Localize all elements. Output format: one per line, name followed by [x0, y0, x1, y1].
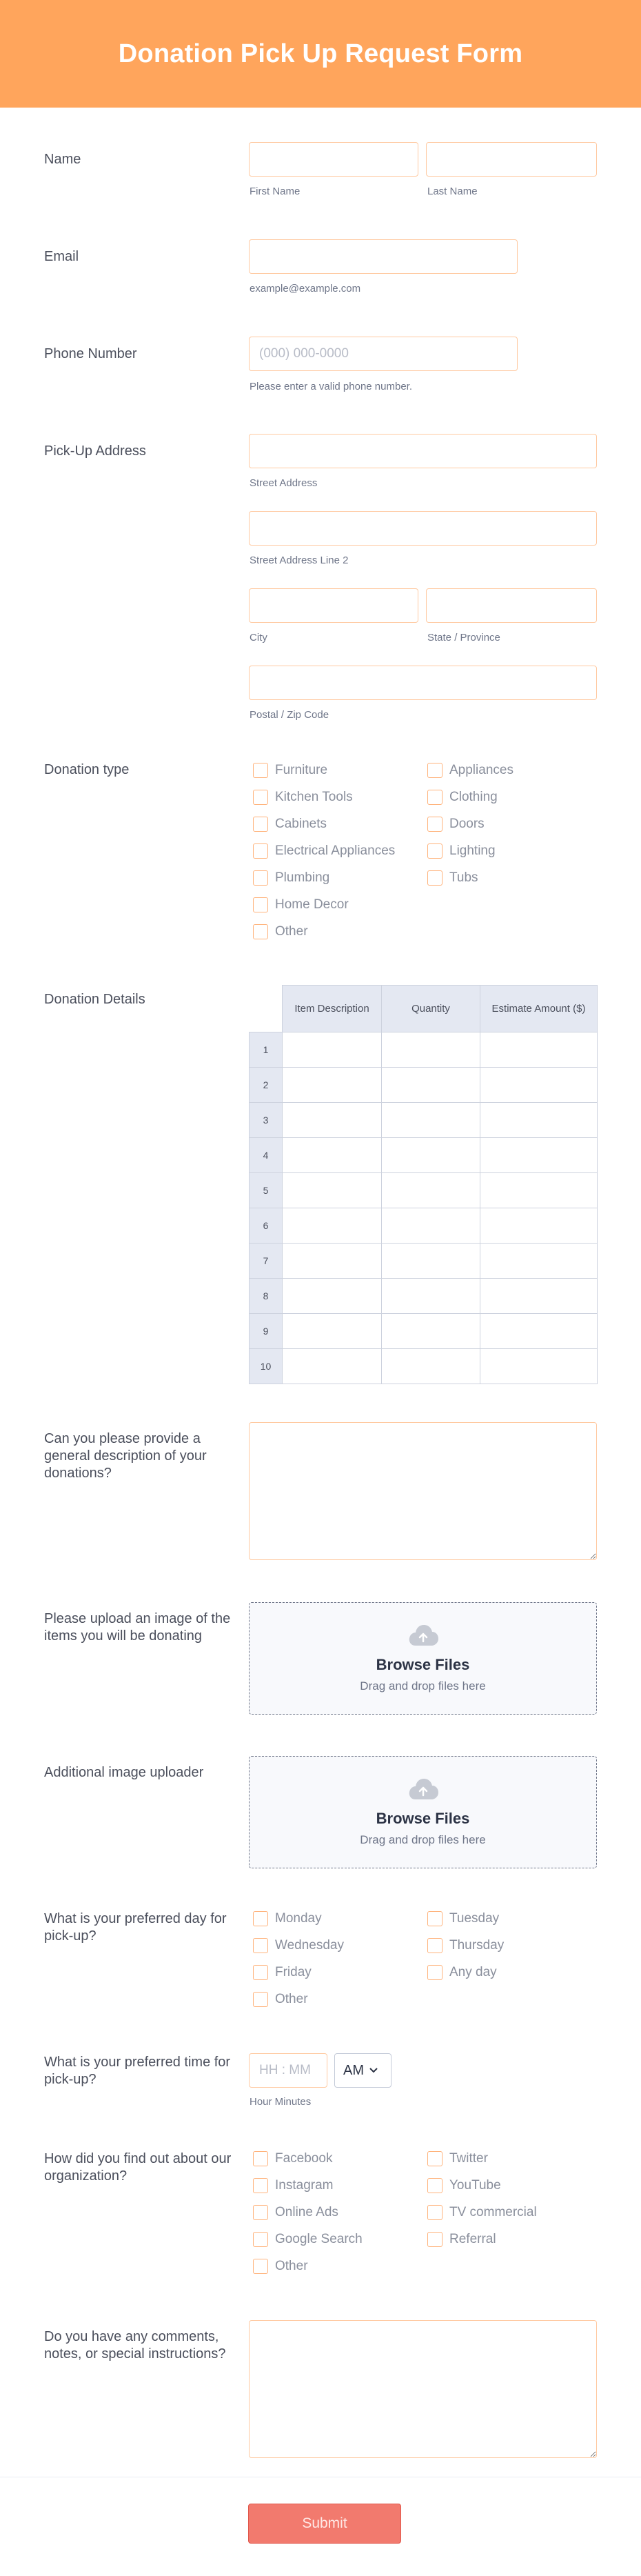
row-number: 6 — [250, 1208, 283, 1244]
street-address-sublabel: Street Address — [250, 477, 318, 489]
column-header-estimate-amount: Estimate Amount ($) — [480, 986, 598, 1032]
browse-files-button[interactable]: Browse Files — [376, 1656, 470, 1673]
checkbox[interactable] — [253, 1911, 268, 1926]
checkbox[interactable] — [427, 1911, 442, 1926]
comments-label: Do you have any comments, notes, or special instructions? — [44, 2329, 226, 2362]
donation-details-table — [249, 985, 598, 1384]
referral-source-option[interactable] — [253, 2259, 308, 2274]
pickup-day-option[interactable] — [427, 1938, 504, 1953]
table-row — [250, 1208, 598, 1244]
referral-source-option[interactable] — [253, 2151, 332, 2166]
pickup-day-option[interactable] — [427, 1965, 497, 1980]
checkbox-label: Wednesday — [275, 1938, 344, 1953]
checkbox-label: Kitchen Tools — [275, 790, 353, 804]
checkbox[interactable] — [427, 843, 442, 859]
donation-type-option[interactable] — [253, 870, 329, 886]
pickup-day-option[interactable] — [253, 1911, 322, 1926]
row-number: 1 — [250, 1032, 283, 1068]
referral-source-option[interactable] — [427, 2205, 537, 2220]
donation-details-label: Donation Details — [44, 992, 145, 1007]
checkbox[interactable] — [253, 790, 268, 805]
checkbox-label: Home Decor — [275, 897, 349, 912]
postal-code-sublabel: Postal / Zip Code — [250, 709, 329, 721]
referral-source-option[interactable] — [253, 2205, 338, 2220]
checkbox-label: Tuesday — [449, 1911, 500, 1926]
checkbox[interactable] — [427, 763, 442, 778]
checkbox-label: Instagram — [275, 2178, 334, 2193]
submit-button[interactable]: Submit — [248, 2504, 401, 2544]
checkbox[interactable] — [253, 870, 268, 886]
email-sublabel: example@example.com — [250, 283, 361, 294]
pickup-day-option[interactable] — [253, 1992, 308, 2007]
checkbox[interactable] — [253, 897, 268, 912]
checkbox-label: Online Ads — [275, 2205, 338, 2219]
city-input[interactable] — [249, 588, 418, 623]
checkbox[interactable] — [253, 924, 268, 939]
checkbox-label: Plumbing — [275, 870, 330, 885]
donation-type-option[interactable] — [253, 897, 349, 912]
checkbox[interactable] — [253, 2232, 268, 2247]
checkbox-label: TV commercial — [449, 2205, 537, 2219]
pickup-day-option[interactable] — [253, 1938, 344, 1953]
estimate-amount-cell[interactable] — [480, 1314, 598, 1349]
checkbox-label: Google Search — [275, 2232, 363, 2246]
donation-type-option[interactable] — [253, 817, 327, 832]
state-sublabel: State / Province — [427, 632, 500, 643]
checkbox-label: Monday — [275, 1911, 322, 1926]
estimate-amount-cell[interactable] — [480, 1349, 598, 1384]
table-row — [250, 1349, 598, 1384]
row-number: 3 — [250, 1103, 283, 1138]
preferred-day-label: What is your preferred day for pick-up? — [44, 1911, 227, 1944]
row-number: 10 — [250, 1349, 283, 1384]
table-row — [250, 1244, 598, 1279]
street-address-line2-input[interactable] — [249, 511, 597, 546]
checkbox-label: Doors — [449, 817, 485, 831]
quantity-cell[interactable] — [382, 1138, 480, 1173]
address-label: Pick-Up Address — [44, 443, 146, 459]
quantity-cell[interactable] — [382, 1173, 480, 1208]
comments-textarea[interactable] — [249, 2320, 597, 2458]
checkbox[interactable] — [253, 2205, 268, 2220]
chevron-down-icon — [369, 2068, 378, 2073]
item-description-cell[interactable] — [283, 1138, 382, 1173]
referral-source-option[interactable] — [427, 2151, 488, 2166]
quantity-cell[interactable] — [382, 1314, 480, 1349]
item-description-cell[interactable] — [283, 1349, 382, 1384]
additional-upload-label: Additional image uploader — [44, 1765, 204, 1780]
cloud-upload-icon — [407, 1777, 439, 1804]
quantity-cell[interactable] — [382, 1279, 480, 1314]
checkbox-label: Twitter — [449, 2151, 488, 2166]
row-number: 5 — [250, 1173, 283, 1208]
donation-type-option[interactable] — [253, 790, 353, 805]
phone-sublabel: Please enter a valid phone number. — [250, 381, 412, 392]
checkbox[interactable] — [427, 817, 442, 832]
item-description-cell[interactable] — [283, 1279, 382, 1314]
item-description-cell[interactable] — [283, 1244, 382, 1279]
time-sublabel: Hour Minutes — [250, 2096, 312, 2108]
referral-source-option[interactable] — [427, 2232, 496, 2247]
additional-upload-dropzone[interactable] — [249, 1756, 597, 1868]
row-number: 8 — [250, 1279, 283, 1314]
donation-type-label: Donation type — [44, 762, 130, 777]
donation-type-option[interactable] — [427, 763, 513, 778]
estimate-amount-cell[interactable] — [480, 1173, 598, 1208]
quantity-cell[interactable] — [382, 1349, 480, 1384]
checkbox[interactable] — [253, 843, 268, 859]
checkbox[interactable] — [253, 2259, 268, 2274]
last-name-input[interactable] — [426, 142, 597, 177]
checkbox[interactable] — [253, 2151, 268, 2166]
first-name-input[interactable] — [249, 142, 418, 177]
donation-type-option[interactable] — [427, 843, 496, 859]
checkbox-label: Any day — [449, 1965, 497, 1979]
table-row — [250, 1279, 598, 1314]
estimate-amount-cell[interactable] — [480, 1138, 598, 1173]
checkbox[interactable] — [427, 2151, 442, 2166]
time-input[interactable] — [249, 2053, 327, 2088]
table-row — [250, 1314, 598, 1349]
donation-type-option[interactable] — [427, 870, 478, 886]
phone-input[interactable] — [249, 337, 518, 371]
item-description-cell[interactable] — [283, 1208, 382, 1244]
checkbox[interactable] — [253, 1965, 268, 1980]
checkbox-label: Tubs — [449, 870, 478, 885]
checkbox[interactable] — [253, 817, 268, 832]
checkbox-label: Other — [275, 2259, 308, 2273]
item-description-cell[interactable] — [283, 1173, 382, 1208]
street-address-line2-sublabel: Street Address Line 2 — [250, 555, 349, 566]
ampm-select[interactable] — [334, 2053, 391, 2088]
quantity-cell[interactable] — [382, 1208, 480, 1244]
donation-type-option[interactable] — [427, 817, 485, 832]
donation-type-option[interactable] — [253, 924, 308, 939]
drag-drop-hint: Drag and drop files here — [360, 1833, 486, 1846]
postal-code-input[interactable] — [249, 666, 597, 700]
last-name-sublabel: Last Name — [427, 186, 478, 197]
state-input[interactable] — [426, 588, 597, 623]
pickup-day-option[interactable] — [427, 1911, 499, 1926]
city-sublabel: City — [250, 632, 267, 643]
phone-label: Phone Number — [44, 346, 137, 361]
quantity-cell[interactable] — [382, 1032, 480, 1068]
table-row — [250, 1138, 598, 1173]
upload-dropzone[interactable] — [249, 1602, 597, 1715]
form-header — [0, 0, 641, 108]
donation-type-option[interactable] — [253, 843, 395, 859]
checkbox-label: Other — [275, 924, 308, 939]
row-number: 4 — [250, 1138, 283, 1173]
checkbox-label: Thursday — [449, 1938, 505, 1953]
table-row — [250, 1068, 598, 1103]
row-number: 2 — [250, 1068, 283, 1103]
estimate-amount-cell[interactable] — [480, 1279, 598, 1314]
drag-drop-hint: Drag and drop files here — [360, 1679, 486, 1693]
checkbox[interactable] — [253, 2178, 268, 2193]
checkbox-label: YouTube — [449, 2178, 501, 2193]
email-label: Email — [44, 249, 79, 264]
checkbox-label: Friday — [275, 1965, 312, 1979]
estimate-amount-cell[interactable] — [480, 1103, 598, 1138]
referral-source-option[interactable] — [427, 2178, 501, 2193]
table-row — [250, 1032, 598, 1068]
referral-source-option[interactable] — [253, 2232, 363, 2247]
table-row — [250, 1103, 598, 1138]
checkbox-label: Appliances — [449, 763, 513, 777]
table-row — [250, 1173, 598, 1208]
street-address-input[interactable] — [249, 434, 597, 468]
upload-images-label: Please upload an image of the items you will be donating — [44, 1611, 231, 1644]
checkbox[interactable] — [427, 2178, 442, 2193]
checkbox[interactable] — [253, 1938, 268, 1953]
checkbox[interactable] — [427, 1965, 442, 1980]
estimate-amount-cell[interactable] — [480, 1208, 598, 1244]
item-description-cell[interactable] — [283, 1068, 382, 1103]
column-header-quantity: Quantity — [382, 986, 480, 1032]
checkbox-label: Electrical Appliances — [275, 843, 396, 858]
quantity-cell[interactable] — [382, 1244, 480, 1279]
checkbox-label: Cabinets — [275, 817, 327, 831]
checkbox[interactable] — [427, 870, 442, 886]
description-label: Can you please provide a general description of your donations? — [44, 1431, 207, 1481]
row-number: 7 — [250, 1244, 283, 1279]
cloud-upload-icon — [407, 1624, 439, 1650]
estimate-amount-cell[interactable] — [480, 1244, 598, 1279]
email-input[interactable] — [249, 239, 518, 274]
estimate-amount-cell[interactable] — [480, 1032, 598, 1068]
checkbox-label: Lighting — [449, 843, 496, 858]
quantity-cell[interactable] — [382, 1103, 480, 1138]
checkbox-label: Referral — [449, 2232, 496, 2246]
checkbox-label: Clothing — [449, 790, 498, 804]
checkbox[interactable] — [253, 1992, 268, 2007]
referral-source-label: How did you find out about our organization? — [44, 2151, 232, 2184]
browse-files-button[interactable]: Browse Files — [376, 1810, 470, 1827]
checkbox[interactable] — [427, 1938, 442, 1953]
donation-type-option[interactable] — [253, 763, 327, 778]
description-textarea[interactable] — [249, 1422, 597, 1560]
row-number: 9 — [250, 1314, 283, 1349]
checkbox-label: Facebook — [275, 2151, 333, 2166]
checkbox[interactable] — [427, 790, 442, 805]
referral-source-option[interactable] — [253, 2178, 333, 2193]
checkbox-label: Furniture — [275, 763, 328, 777]
item-description-cell[interactable] — [283, 1032, 382, 1068]
name-label: Name — [44, 152, 81, 167]
item-description-cell[interactable] — [283, 1314, 382, 1349]
estimate-amount-cell[interactable] — [480, 1068, 598, 1103]
pickup-day-option[interactable] — [253, 1965, 312, 1980]
first-name-sublabel: First Name — [250, 186, 301, 197]
column-header-item-description: Item Description — [283, 986, 382, 1032]
donation-type-option[interactable] — [427, 790, 498, 805]
quantity-cell[interactable] — [382, 1068, 480, 1103]
checkbox-label: Other — [275, 1992, 308, 2006]
item-description-cell[interactable] — [283, 1103, 382, 1138]
checkbox[interactable] — [427, 2205, 442, 2220]
preferred-time-label: What is your preferred time for pick-up? — [44, 2055, 231, 2087]
checkbox[interactable] — [253, 763, 268, 778]
form-title: Donation Pick Up Request Form — [118, 39, 523, 68]
checkbox[interactable] — [427, 2232, 442, 2247]
ampm-value: AM — [343, 2062, 364, 2078]
